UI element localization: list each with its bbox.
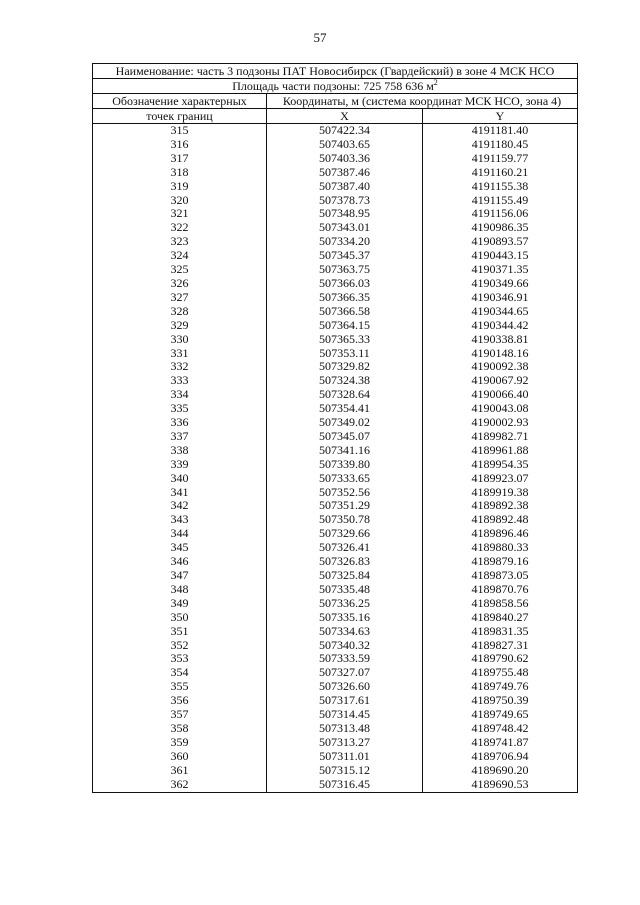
area-label: [93, 79, 578, 94]
x-coordinate-cell: 507343.01: [267, 221, 423, 235]
table-row: [93, 722, 578, 736]
x-coordinate-cell: 507345.37: [267, 249, 423, 263]
x-coordinate-cell: 507315.12: [267, 764, 423, 778]
y-coordinate-cell: 4189879.16: [423, 555, 578, 569]
table-row: [93, 750, 578, 764]
x-coordinate-cell: 507365.33: [267, 333, 423, 347]
x-coordinate-cell: 507354.41: [267, 402, 423, 416]
area-unit-superscript: 2: [433, 78, 438, 87]
point-number-cell: 353: [93, 652, 267, 666]
coordinates-table: [92, 63, 578, 793]
x-coordinate-cell: 507341.16: [267, 444, 423, 458]
table-row: [93, 472, 578, 486]
table-row: [93, 319, 578, 333]
table-row: [93, 374, 578, 388]
y-coordinate-cell: 4191159.77: [423, 152, 578, 166]
point-number-cell: 342: [93, 499, 267, 513]
y-coordinate-cell: 4190349.66: [423, 277, 578, 291]
x-coordinate-cell: 507313.27: [267, 736, 423, 750]
table-title-row: [93, 64, 578, 79]
x-coordinate-cell: 507366.35: [267, 291, 423, 305]
x-coordinate-cell: 507334.63: [267, 625, 423, 639]
point-number-cell: 346: [93, 555, 267, 569]
point-number-cell: 334: [93, 388, 267, 402]
x-coordinate-cell: 507334.20: [267, 235, 423, 249]
x-coordinate-cell: 507403.65: [267, 138, 423, 152]
x-coordinate-cell: 507352.56: [267, 486, 423, 500]
table-row: [93, 430, 578, 444]
x-coordinate-cell: 507364.15: [267, 319, 423, 333]
point-number-cell: 352: [93, 639, 267, 653]
x-coordinate-cell: 507422.34: [267, 124, 423, 138]
header-points-line1: Обозначение характерных: [93, 94, 267, 109]
table-row: [93, 388, 578, 402]
y-coordinate-cell: 4189923.07: [423, 472, 578, 486]
point-number-cell: 332: [93, 360, 267, 374]
y-coordinate-cell: 4191155.38: [423, 180, 578, 194]
point-number-cell: 319: [93, 180, 267, 194]
x-coordinate-cell: 507339.80: [267, 458, 423, 472]
x-coordinate-cell: 507325.84: [267, 569, 423, 583]
point-number-cell: 355: [93, 680, 267, 694]
table-row: [93, 639, 578, 653]
point-number-cell: 350: [93, 611, 267, 625]
table-row: [93, 680, 578, 694]
x-coordinate-cell: 507403.36: [267, 152, 423, 166]
y-coordinate-cell: 4189896.46: [423, 527, 578, 541]
y-coordinate-cell: 4189919.38: [423, 486, 578, 500]
point-number-cell: 361: [93, 764, 267, 778]
header-points-line2: точек границ: [93, 109, 267, 124]
point-number-cell: 344: [93, 527, 267, 541]
y-coordinate-cell: 4189892.38: [423, 499, 578, 513]
point-number-cell: 348: [93, 583, 267, 597]
table-row: [93, 194, 578, 208]
point-number-cell: 343: [93, 513, 267, 527]
x-coordinate-cell: 507314.45: [267, 708, 423, 722]
table-row: [93, 694, 578, 708]
table-row: [93, 180, 578, 194]
x-coordinate-cell: 507317.61: [267, 694, 423, 708]
point-number-cell: 358: [93, 722, 267, 736]
y-coordinate-cell: 4189880.33: [423, 541, 578, 555]
x-coordinate-cell: 507366.58: [267, 305, 423, 319]
point-number-cell: 337: [93, 430, 267, 444]
x-coordinate-cell: 507335.48: [267, 583, 423, 597]
y-coordinate-cell: 4190067.92: [423, 374, 578, 388]
point-number-cell: 341: [93, 486, 267, 500]
x-coordinate-cell: 507345.07: [267, 430, 423, 444]
point-number-cell: 339: [93, 458, 267, 472]
point-number-cell: 316: [93, 138, 267, 152]
table-row: [93, 305, 578, 319]
y-coordinate-cell: 4189741.87: [423, 736, 578, 750]
table-row: [93, 652, 578, 666]
point-number-cell: 338: [93, 444, 267, 458]
y-coordinate-cell: 4189831.35: [423, 625, 578, 639]
table-row: [93, 124, 578, 138]
table-row: [93, 458, 578, 472]
header-coordinates: Координаты, м (система координат МСК НСО, зона 4): [267, 94, 578, 109]
x-coordinate-cell: 507387.40: [267, 180, 423, 194]
table-row: [93, 249, 578, 263]
y-coordinate-cell: 4190092.38: [423, 360, 578, 374]
y-coordinate-cell: 4191180.45: [423, 138, 578, 152]
point-number-cell: 354: [93, 666, 267, 680]
point-number-cell: 321: [93, 207, 267, 221]
point-number-cell: 336: [93, 416, 267, 430]
point-number-cell: 326: [93, 277, 267, 291]
header-row-2: [93, 109, 578, 124]
point-number-cell: 317: [93, 152, 267, 166]
y-coordinate-cell: 4191181.40: [423, 124, 578, 138]
point-number-cell: 345: [93, 541, 267, 555]
y-coordinate-cell: 4190344.42: [423, 319, 578, 333]
x-coordinate-cell: 507316.45: [267, 778, 423, 792]
y-coordinate-cell: 4190986.35: [423, 221, 578, 235]
table-row: [93, 207, 578, 221]
x-coordinate-cell: 507311.01: [267, 750, 423, 764]
point-number-cell: 349: [93, 597, 267, 611]
table-row: [93, 555, 578, 569]
point-number-cell: 356: [93, 694, 267, 708]
y-coordinate-cell: 4190002.93: [423, 416, 578, 430]
table-row: [93, 778, 578, 792]
table-area-row: [93, 79, 578, 94]
area-text: Площадь части подзоны: 725 758 636 м: [232, 79, 434, 93]
x-coordinate-cell: 507336.25: [267, 597, 423, 611]
table-row: [93, 138, 578, 152]
table-row: [93, 444, 578, 458]
page-number: 57: [313, 30, 327, 45]
header-row-1: [93, 94, 578, 109]
table-row: [93, 221, 578, 235]
y-coordinate-cell: 4189706.94: [423, 750, 578, 764]
x-coordinate-cell: 507351.29: [267, 499, 423, 513]
x-coordinate-cell: 507349.02: [267, 416, 423, 430]
table-row: [93, 416, 578, 430]
x-coordinate-cell: 507326.83: [267, 555, 423, 569]
point-number-cell: 335: [93, 402, 267, 416]
table-body: [93, 124, 578, 793]
y-coordinate-cell: 4190893.57: [423, 235, 578, 249]
table-row: [93, 736, 578, 750]
point-number-cell: 329: [93, 319, 267, 333]
x-coordinate-cell: 507335.16: [267, 611, 423, 625]
table-row: [93, 611, 578, 625]
y-coordinate-cell: 4189982.71: [423, 430, 578, 444]
x-coordinate-cell: 507329.82: [267, 360, 423, 374]
table-row: [93, 333, 578, 347]
point-number-cell: 327: [93, 291, 267, 305]
y-coordinate-cell: 4190344.65: [423, 305, 578, 319]
header-x: X: [267, 109, 423, 124]
table-row: [93, 569, 578, 583]
y-coordinate-cell: 4189858.56: [423, 597, 578, 611]
x-coordinate-cell: 507387.46: [267, 166, 423, 180]
y-coordinate-cell: 4190443.15: [423, 249, 578, 263]
point-number-cell: 330: [93, 333, 267, 347]
y-coordinate-cell: 4189755.48: [423, 666, 578, 680]
y-coordinate-cell: 4190043.08: [423, 402, 578, 416]
table-row: [93, 277, 578, 291]
header-y: Y: [423, 109, 578, 124]
point-number-cell: 340: [93, 472, 267, 486]
table-row: [93, 513, 578, 527]
table-row: [93, 347, 578, 361]
table-row: [93, 402, 578, 416]
point-number-cell: 357: [93, 708, 267, 722]
y-coordinate-cell: 4189750.39: [423, 694, 578, 708]
point-number-cell: 328: [93, 305, 267, 319]
y-coordinate-cell: 4189870.76: [423, 583, 578, 597]
table-row: [93, 263, 578, 277]
x-coordinate-cell: 507366.03: [267, 277, 423, 291]
point-number-cell: 322: [93, 221, 267, 235]
y-coordinate-cell: 4189840.27: [423, 611, 578, 625]
y-coordinate-cell: 4190371.35: [423, 263, 578, 277]
x-coordinate-cell: 507340.32: [267, 639, 423, 653]
table-row: [93, 708, 578, 722]
x-coordinate-cell: 507348.95: [267, 207, 423, 221]
y-coordinate-cell: 4189749.65: [423, 708, 578, 722]
x-coordinate-cell: 507327.07: [267, 666, 423, 680]
point-number-cell: 333: [93, 374, 267, 388]
y-coordinate-cell: 4189690.53: [423, 778, 578, 792]
point-number-cell: 323: [93, 235, 267, 249]
table-row: [93, 527, 578, 541]
x-coordinate-cell: 507350.78: [267, 513, 423, 527]
y-coordinate-cell: 4189790.62: [423, 652, 578, 666]
x-coordinate-cell: 507328.64: [267, 388, 423, 402]
point-number-cell: 359: [93, 736, 267, 750]
y-coordinate-cell: 4189954.35: [423, 458, 578, 472]
point-number-cell: 331: [93, 347, 267, 361]
point-number-cell: 320: [93, 194, 267, 208]
table-row: [93, 291, 578, 305]
table-row: [93, 486, 578, 500]
table-row: [93, 625, 578, 639]
y-coordinate-cell: 4189961.88: [423, 444, 578, 458]
table-row: [93, 152, 578, 166]
y-coordinate-cell: 4189892.48: [423, 513, 578, 527]
x-coordinate-cell: 507363.75: [267, 263, 423, 277]
x-coordinate-cell: 507313.48: [267, 722, 423, 736]
point-number-cell: 325: [93, 263, 267, 277]
x-coordinate-cell: 507329.66: [267, 527, 423, 541]
y-coordinate-cell: 4191156.06: [423, 207, 578, 221]
table-row: [93, 360, 578, 374]
x-coordinate-cell: 507326.60: [267, 680, 423, 694]
point-number-cell: 362: [93, 778, 267, 792]
y-coordinate-cell: 4190338.81: [423, 333, 578, 347]
x-coordinate-cell: 507378.73: [267, 194, 423, 208]
x-coordinate-cell: 507333.59: [267, 652, 423, 666]
x-coordinate-cell: 507333.65: [267, 472, 423, 486]
y-coordinate-cell: 4189873.05: [423, 569, 578, 583]
table-row: [93, 583, 578, 597]
y-coordinate-cell: 4191160.21: [423, 166, 578, 180]
y-coordinate-cell: 4190066.40: [423, 388, 578, 402]
point-number-cell: 351: [93, 625, 267, 639]
table-row: [93, 235, 578, 249]
y-coordinate-cell: 4190148.16: [423, 347, 578, 361]
x-coordinate-cell: 507326.41: [267, 541, 423, 555]
table-row: [93, 764, 578, 778]
y-coordinate-cell: 4189749.76: [423, 680, 578, 694]
y-coordinate-cell: 4189690.20: [423, 764, 578, 778]
point-number-cell: 318: [93, 166, 267, 180]
table-row: [93, 666, 578, 680]
y-coordinate-cell: 4191155.49: [423, 194, 578, 208]
table-row: [93, 499, 578, 513]
point-number-cell: 315: [93, 124, 267, 138]
table-row: [93, 166, 578, 180]
x-coordinate-cell: 507324.38: [267, 374, 423, 388]
table-title: Наименование: часть 3 подзоны ПАТ Новосибирск (Гвардейский) в зоне 4 МСК НСО: [93, 64, 578, 79]
y-coordinate-cell: 4190346.91: [423, 291, 578, 305]
point-number-cell: 324: [93, 249, 267, 263]
table-row: [93, 541, 578, 555]
y-coordinate-cell: 4189827.31: [423, 639, 578, 653]
table-row: [93, 597, 578, 611]
x-coordinate-cell: 507353.11: [267, 347, 423, 361]
point-number-cell: 347: [93, 569, 267, 583]
y-coordinate-cell: 4189748.42: [423, 722, 578, 736]
point-number-cell: 360: [93, 750, 267, 764]
